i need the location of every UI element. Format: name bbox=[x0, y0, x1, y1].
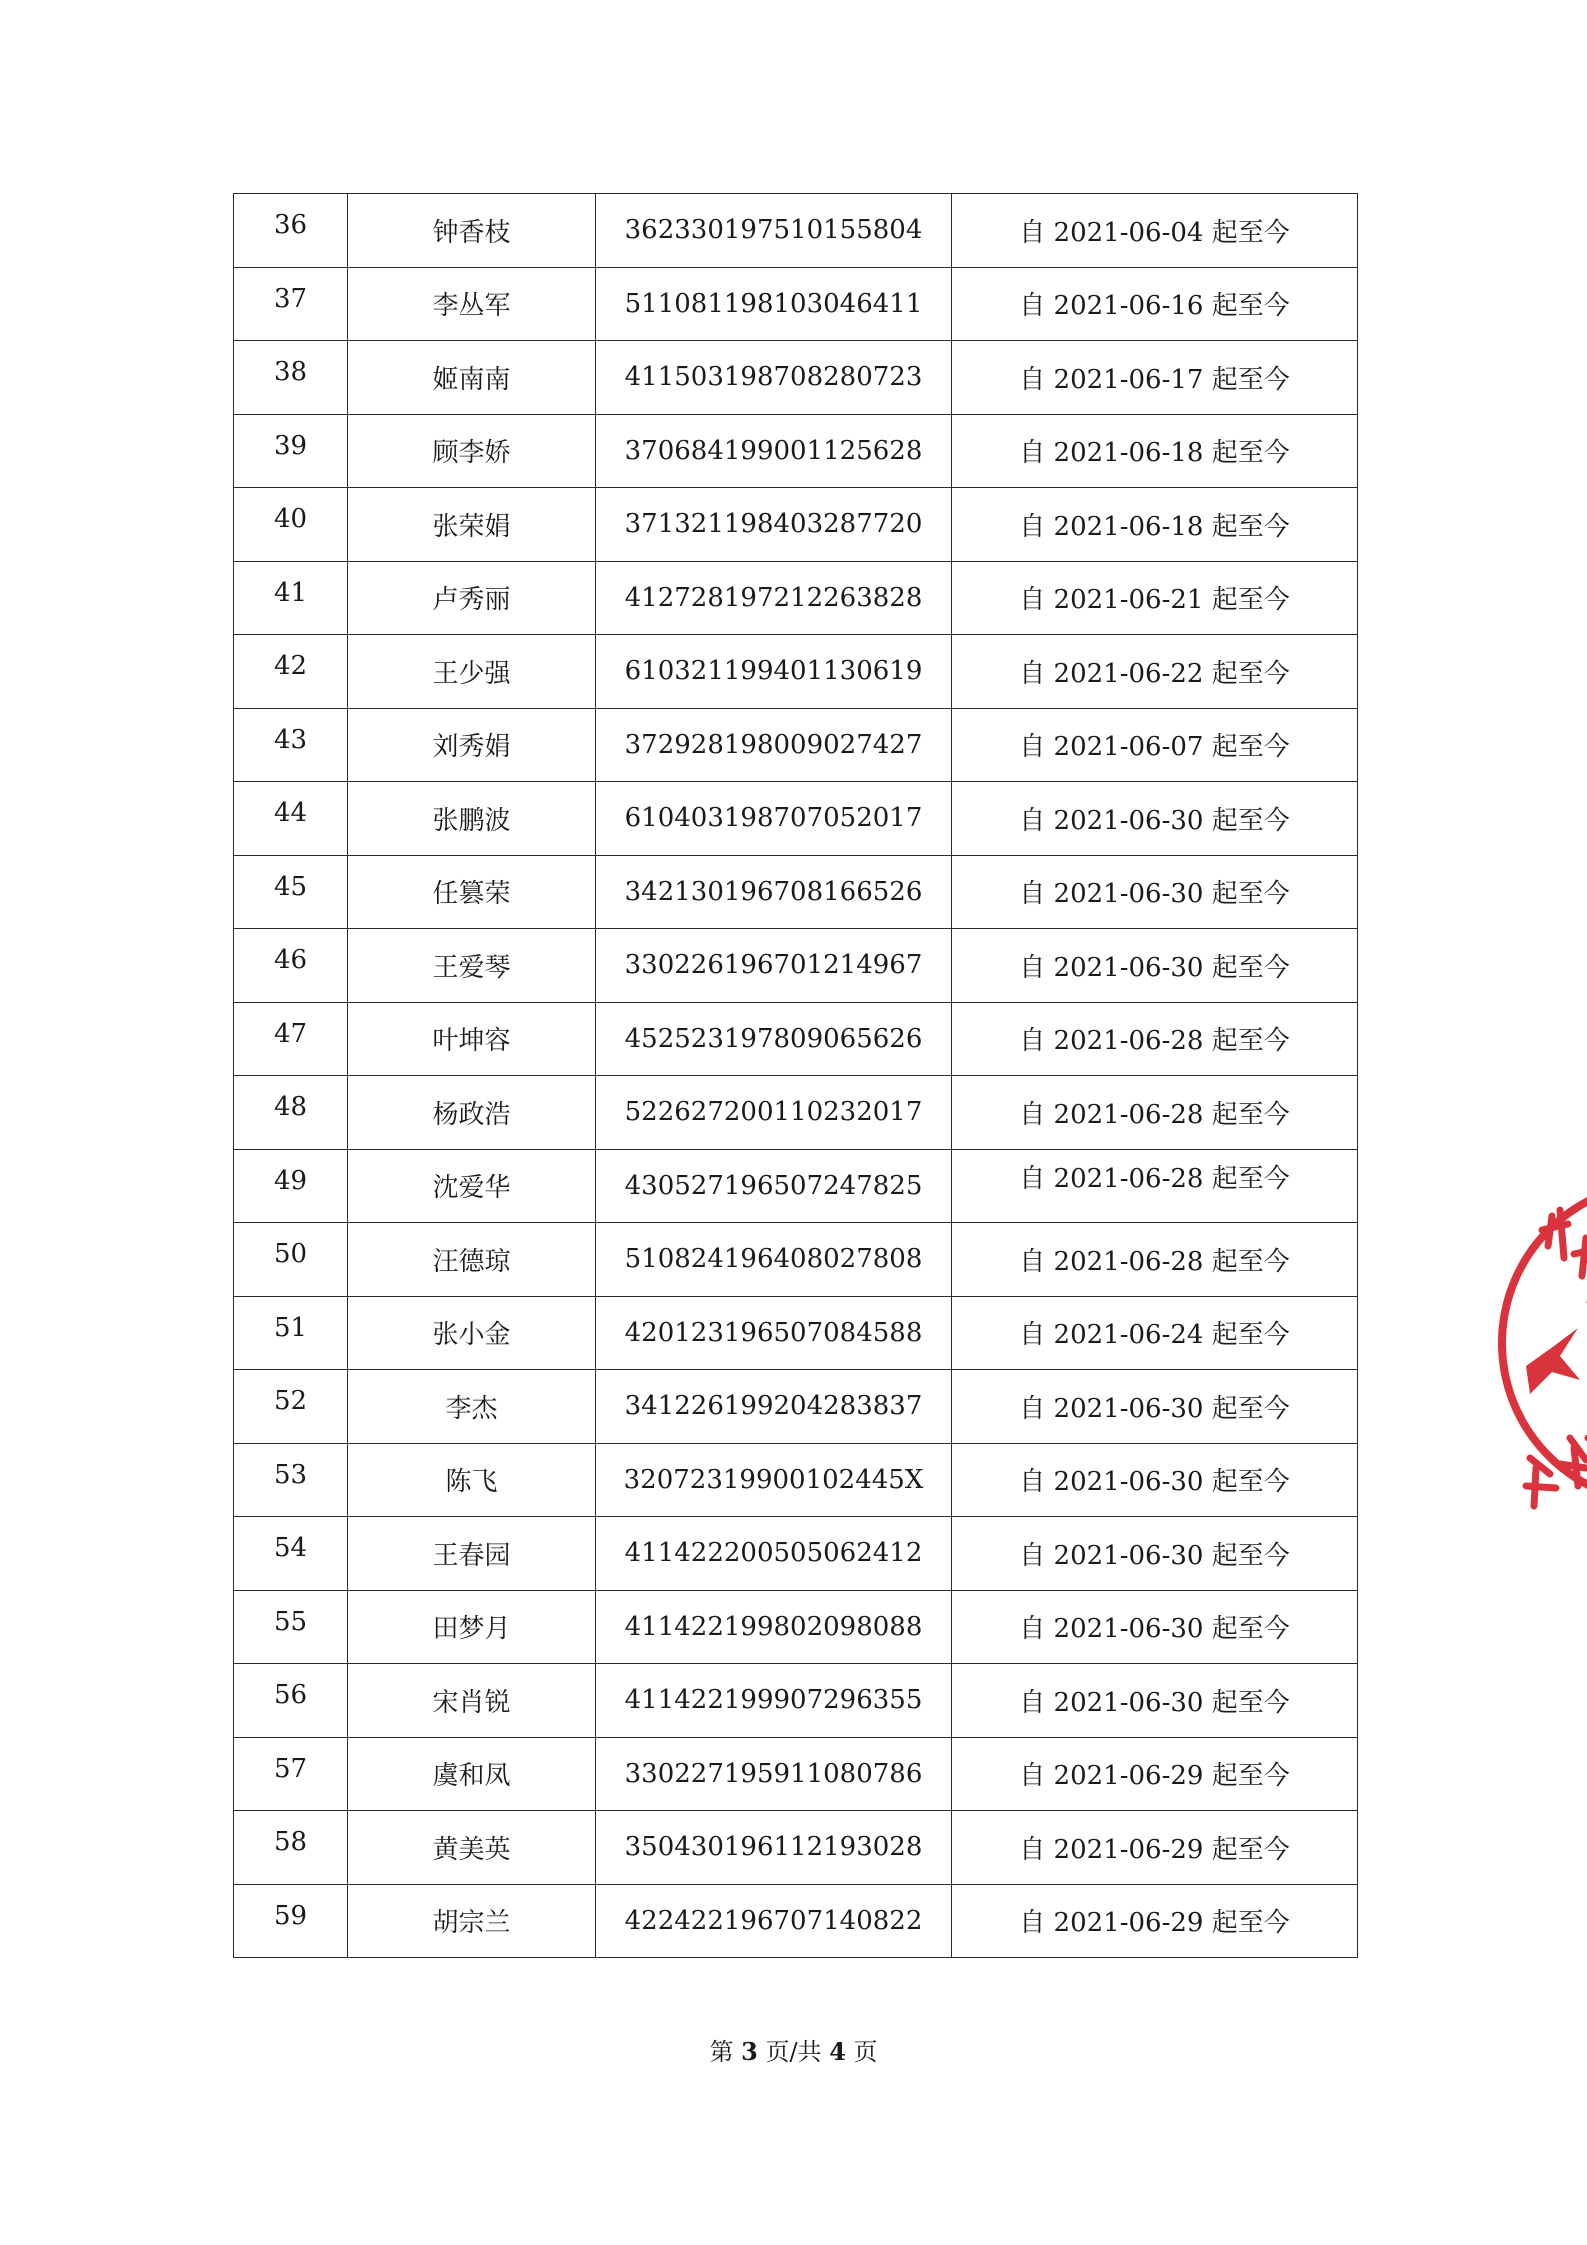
person-name: 张荣娟 bbox=[348, 488, 596, 562]
date-range: 自 2021-06-28 起至今 bbox=[952, 1002, 1358, 1076]
table-row bbox=[234, 1443, 1358, 1517]
date-range: 自 2021-06-18 起至今 bbox=[952, 414, 1358, 488]
table-row bbox=[234, 561, 1358, 635]
table-row bbox=[234, 1517, 1358, 1591]
id-number: 350430196112193028 bbox=[596, 1811, 952, 1885]
person-name: 李丛军 bbox=[348, 267, 596, 341]
row-number: 39 bbox=[234, 414, 348, 488]
id-number: 411422199907296355 bbox=[596, 1664, 952, 1738]
company-seal-stamp bbox=[1490, 1168, 1587, 1518]
table-row bbox=[234, 1590, 1358, 1664]
person-name: 王少强 bbox=[348, 635, 596, 709]
row-number: 50 bbox=[234, 1223, 348, 1297]
person-name: 杨政浩 bbox=[348, 1076, 596, 1150]
date-range: 自 2021-06-28 起至今 bbox=[952, 1076, 1358, 1150]
table-row bbox=[234, 635, 1358, 709]
date-range: 自 2021-06-21 起至今 bbox=[952, 561, 1358, 635]
table-row bbox=[234, 1884, 1358, 1958]
person-name: 李杰 bbox=[348, 1370, 596, 1444]
row-number: 38 bbox=[234, 341, 348, 415]
id-number: 452523197809065626 bbox=[596, 1002, 952, 1076]
id-number: 430527196507247825 bbox=[596, 1149, 952, 1223]
total-page-number: 4 bbox=[829, 2037, 846, 2066]
table-row bbox=[234, 414, 1358, 488]
row-number: 52 bbox=[234, 1370, 348, 1444]
date-range: 自 2021-06-30 起至今 bbox=[952, 1664, 1358, 1738]
id-number: 342130196708166526 bbox=[596, 855, 952, 929]
person-name: 叶坤容 bbox=[348, 1002, 596, 1076]
row-number: 36 bbox=[234, 194, 348, 268]
person-name: 汪德琼 bbox=[348, 1223, 596, 1297]
person-name: 任篡荣 bbox=[348, 855, 596, 929]
person-name: 宋肖锐 bbox=[348, 1664, 596, 1738]
row-number: 51 bbox=[234, 1296, 348, 1370]
id-number: 510824196408027808 bbox=[596, 1223, 952, 1297]
person-name: 张鹏波 bbox=[348, 782, 596, 856]
person-name: 田梦月 bbox=[348, 1590, 596, 1664]
footer-middle: 页/共 bbox=[765, 2038, 822, 2066]
table-row bbox=[234, 1370, 1358, 1444]
person-name: 姬南南 bbox=[348, 341, 596, 415]
person-name: 沈爱华 bbox=[348, 1149, 596, 1223]
id-number: 411503198708280723 bbox=[596, 341, 952, 415]
person-name: 王爱琴 bbox=[348, 929, 596, 1003]
table-row bbox=[234, 1296, 1358, 1370]
person-name: 陈飞 bbox=[348, 1443, 596, 1517]
table-row bbox=[234, 1223, 1358, 1297]
table-row bbox=[234, 267, 1358, 341]
page-footer bbox=[0, 2032, 1587, 2067]
row-number: 55 bbox=[234, 1590, 348, 1664]
date-range: 自 2021-06-18 起至今 bbox=[952, 488, 1358, 562]
row-number: 37 bbox=[234, 267, 348, 341]
date-range: 自 2021-06-30 起至今 bbox=[952, 1517, 1358, 1591]
id-number: 610403198707052017 bbox=[596, 782, 952, 856]
table-row bbox=[234, 1149, 1358, 1223]
row-number: 47 bbox=[234, 1002, 348, 1076]
id-number: 330226196701214967 bbox=[596, 929, 952, 1003]
id-number: 372928198009027427 bbox=[596, 708, 952, 782]
date-range: 自 2021-06-30 起至今 bbox=[952, 929, 1358, 1003]
date-range: 自 2021-06-29 起至今 bbox=[952, 1884, 1358, 1958]
person-name: 刘秀娟 bbox=[348, 708, 596, 782]
id-number: 522627200110232017 bbox=[596, 1076, 952, 1150]
person-name: 卢秀丽 bbox=[348, 561, 596, 635]
table-row bbox=[234, 855, 1358, 929]
id-number: 411422200505062412 bbox=[596, 1517, 952, 1591]
id-number: 610321199401130619 bbox=[596, 635, 952, 709]
id-number: 32072319900102445X bbox=[596, 1443, 952, 1517]
seal-star-icon bbox=[1526, 1328, 1580, 1394]
id-number: 362330197510155804 bbox=[596, 194, 952, 268]
id-number: 412728197212263828 bbox=[596, 561, 952, 635]
table-row bbox=[234, 782, 1358, 856]
date-range: 自 2021-06-17 起至今 bbox=[952, 341, 1358, 415]
person-name: 胡宗兰 bbox=[348, 1884, 596, 1958]
row-number: 45 bbox=[234, 855, 348, 929]
date-range: 自 2021-06-16 起至今 bbox=[952, 267, 1358, 341]
row-number: 56 bbox=[234, 1664, 348, 1738]
date-range: 自 2021-06-30 起至今 bbox=[952, 1443, 1358, 1517]
table-row bbox=[234, 341, 1358, 415]
footer-suffix: 页 bbox=[853, 2038, 878, 2066]
date-range: 自 2021-06-30 起至今 bbox=[952, 782, 1358, 856]
table-row bbox=[234, 929, 1358, 1003]
table-row bbox=[234, 1811, 1358, 1885]
date-range: 自 2021-06-07 起至今 bbox=[952, 708, 1358, 782]
id-number: 420123196507084588 bbox=[596, 1296, 952, 1370]
table-row bbox=[234, 1076, 1358, 1150]
id-number: 422422196707140822 bbox=[596, 1884, 952, 1958]
id-number: 511081198103046411 bbox=[596, 267, 952, 341]
table-body bbox=[234, 194, 1358, 1958]
row-number: 48 bbox=[234, 1076, 348, 1150]
id-number: 371321198403287720 bbox=[596, 488, 952, 562]
row-number: 43 bbox=[234, 708, 348, 782]
person-name: 钟香枝 bbox=[348, 194, 596, 268]
row-number: 40 bbox=[234, 488, 348, 562]
person-name: 黄美英 bbox=[348, 1811, 596, 1885]
date-range: 自 2021-06-29 起至今 bbox=[952, 1737, 1358, 1811]
row-number: 58 bbox=[234, 1811, 348, 1885]
person-name: 顾李娇 bbox=[348, 414, 596, 488]
table-row bbox=[234, 708, 1358, 782]
current-page-number: 3 bbox=[741, 2037, 758, 2066]
table-row bbox=[234, 1737, 1358, 1811]
row-number: 49 bbox=[234, 1149, 348, 1223]
date-range: 自 2021-06-30 起至今 bbox=[952, 1590, 1358, 1664]
date-range: 自 2021-06-30 起至今 bbox=[952, 855, 1358, 929]
id-number: 330227195911080786 bbox=[596, 1737, 952, 1811]
table-row bbox=[234, 1664, 1358, 1738]
person-name: 张小金 bbox=[348, 1296, 596, 1370]
row-number: 59 bbox=[234, 1884, 348, 1958]
row-number: 53 bbox=[234, 1443, 348, 1517]
person-name: 虞和凤 bbox=[348, 1737, 596, 1811]
personnel-table bbox=[233, 193, 1358, 1958]
id-number: 370684199001125628 bbox=[596, 414, 952, 488]
footer-prefix: 第 bbox=[709, 2038, 734, 2066]
date-range: 自 2021-06-28 起至今 bbox=[952, 1149, 1358, 1223]
date-range: 自 2021-06-28 起至今 bbox=[952, 1223, 1358, 1297]
row-number: 41 bbox=[234, 561, 348, 635]
date-range: 自 2021-06-29 起至今 bbox=[952, 1811, 1358, 1885]
row-number: 57 bbox=[234, 1737, 348, 1811]
date-range: 自 2021-06-04 起至今 bbox=[952, 194, 1358, 268]
id-number: 411422199802098088 bbox=[596, 1590, 952, 1664]
date-range: 自 2021-06-30 起至今 bbox=[952, 1370, 1358, 1444]
row-number: 46 bbox=[234, 929, 348, 1003]
table-row bbox=[234, 194, 1358, 268]
row-number: 54 bbox=[234, 1517, 348, 1591]
date-range: 自 2021-06-24 起至今 bbox=[952, 1296, 1358, 1370]
person-name: 王春园 bbox=[348, 1517, 596, 1591]
id-number: 341226199204283837 bbox=[596, 1370, 952, 1444]
table-row bbox=[234, 488, 1358, 562]
row-number: 44 bbox=[234, 782, 348, 856]
date-range: 自 2021-06-22 起至今 bbox=[952, 635, 1358, 709]
table-row bbox=[234, 1002, 1358, 1076]
row-number: 42 bbox=[234, 635, 348, 709]
